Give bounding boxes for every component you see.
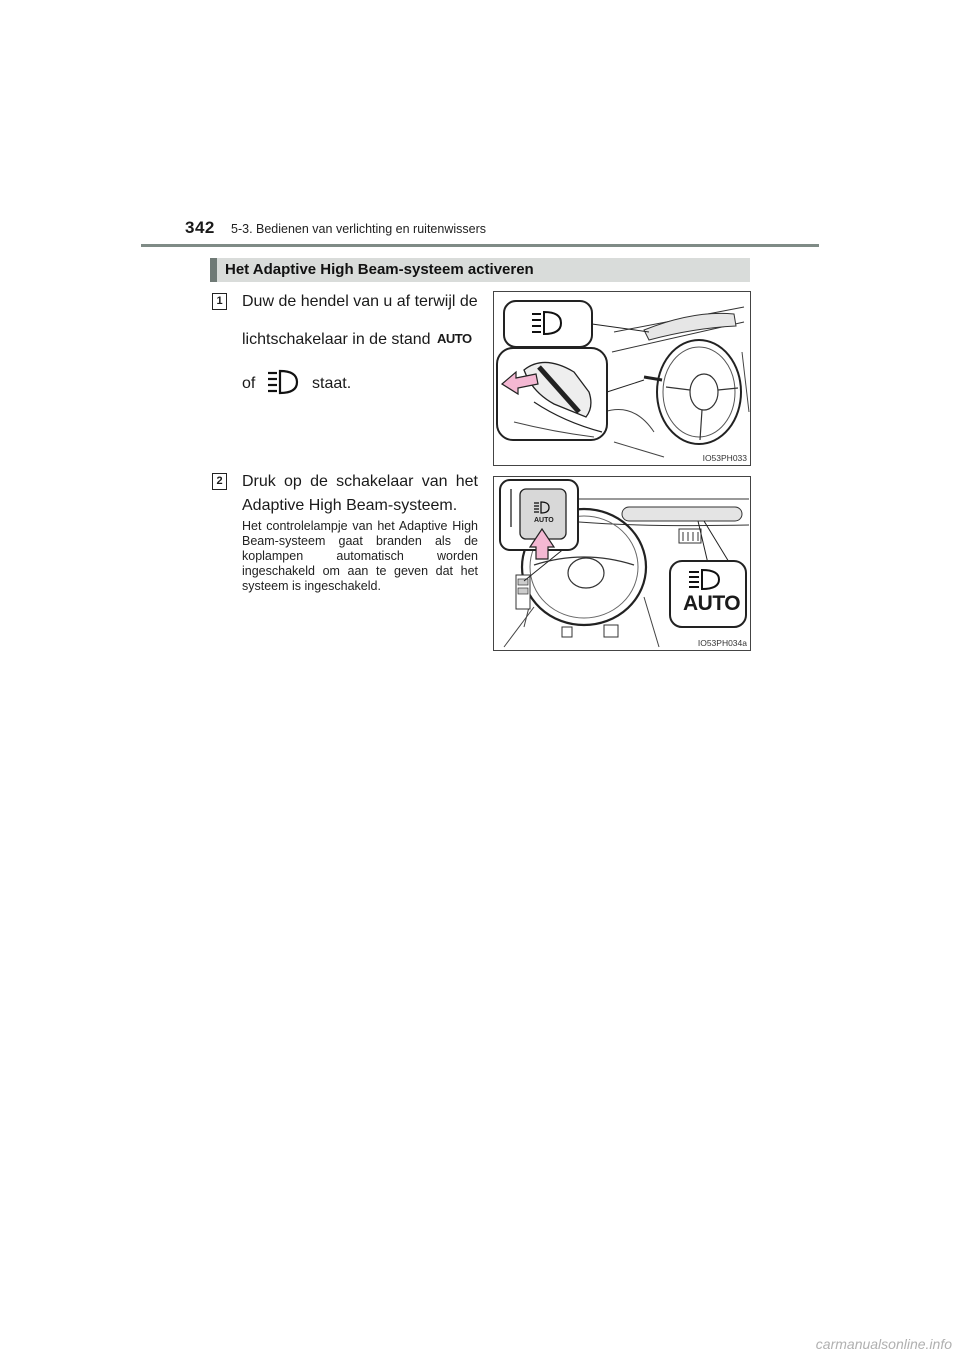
figure-2-code: IO53PH034a	[697, 638, 747, 648]
step-1-line-3-prefix: of	[242, 375, 256, 392]
step-1-line-3-suffix: staat.	[312, 375, 352, 392]
breadcrumb: 5-3. Bedienen van verlichting en ruitenwissers	[231, 222, 486, 236]
section-heading	[210, 258, 750, 282]
figure-ahb-switch	[493, 476, 751, 651]
headlight-icon	[266, 368, 300, 401]
watermark: carmanualsonline.info	[815, 1336, 952, 1352]
step-2-text: Druk op de schakelaar van het Adaptive High Beam-systeem.	[242, 473, 478, 514]
figure-1-code: IO53PH033	[702, 453, 747, 463]
switch-auto-label: AUTO	[534, 517, 554, 524]
header-divider	[141, 244, 819, 247]
step-2-note: Het controlelampje van het Adaptive High Beam-systeem gaat branden als de koplampen automatisch worden ingeschakeld om aan te geven dat het systeem is ingeschakeld.	[242, 519, 478, 593]
step-1-line-2: lichtschakelaar in de stand	[242, 331, 431, 348]
step-badge-2: 2	[212, 473, 227, 490]
figure-lever-push	[493, 291, 751, 466]
section-accent	[210, 258, 217, 282]
step-badge-1: 1	[212, 293, 227, 310]
page-number: 342	[185, 218, 215, 237]
step-1-line-1: Duw de hendel van u af terwijl de	[242, 293, 478, 310]
auto-position-label: AUTO	[437, 331, 472, 346]
section-title: Het Adaptive High Beam-systeem activeren	[225, 261, 534, 278]
indicator-auto-label: AUTO	[683, 592, 741, 615]
